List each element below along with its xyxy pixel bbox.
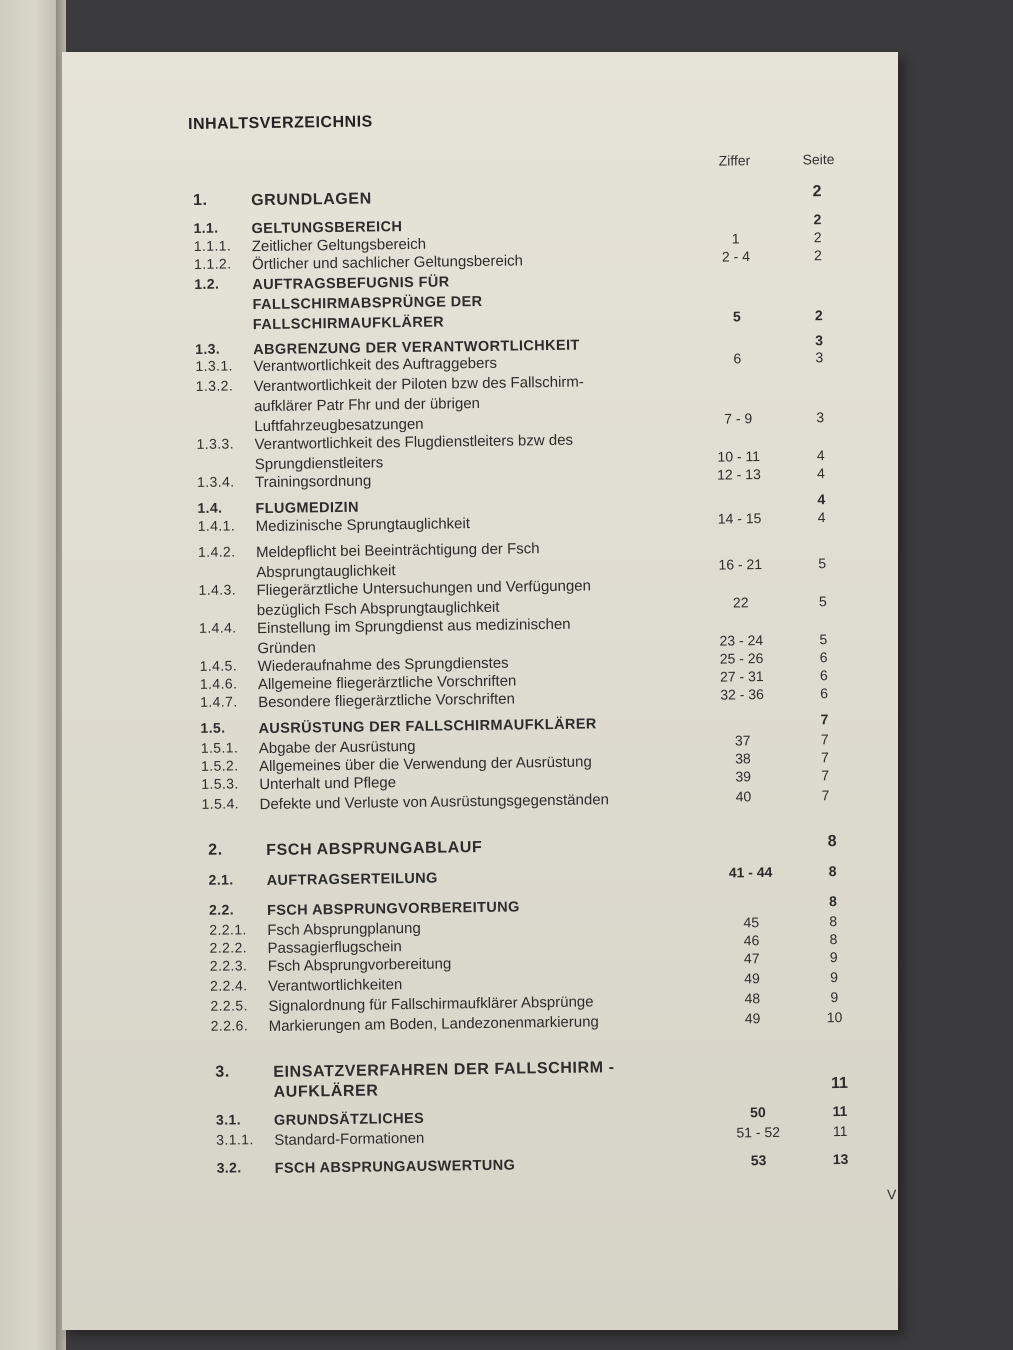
toc-ziffer: 46 <box>743 932 760 949</box>
toc-ziffer: 22 <box>732 594 749 611</box>
toc-title: Fliegerärztliche Untersuchungen und Verfügungen bezüglich Fsch Absprungtauglichkeit <box>256 577 592 620</box>
toc-title: Örtlicher und sachlicher Geltungsbereich <box>251 252 524 274</box>
toc-title: AUSRÜSTUNG DER FALLSCHIRMAUFKLÄRER <box>258 716 597 738</box>
toc-title: Meldepflicht bei Beeinträchtigung der Fsch Absprungtauglichkeit <box>255 540 540 582</box>
toc-title: Fsch Absprungplanung <box>267 919 421 939</box>
toc-page: 7 <box>820 749 829 766</box>
toc-title: Verantwortlichkeit des Flugdienstleiters bzw des Sprungdienstleiters <box>254 431 574 474</box>
toc-page: 7 <box>820 731 829 748</box>
toc-title: Allgemeine fliegerärztliche Vorschriften <box>257 672 517 694</box>
toc-ziffer: 32 - 36 <box>720 686 764 703</box>
toc-ziffer: 25 - 26 <box>719 650 764 667</box>
toc-section <box>79 1150 915 1182</box>
toc-page: 2 <box>813 229 822 246</box>
toc-page: 4 <box>817 509 826 526</box>
toc-page: 7 <box>820 711 829 728</box>
toc-ziffer: 12 - 13 <box>717 466 761 483</box>
toc-number: 1.3. <box>195 340 221 357</box>
toc-ziffer: 50 <box>749 1104 766 1121</box>
toc-chapter <box>55 182 891 214</box>
toc-page: 7 <box>821 787 830 804</box>
toc-number: 2.2.4. <box>209 977 248 994</box>
toc-ziffer <box>695 184 775 185</box>
toc-ziffer: 51 - 52 <box>736 1123 781 1141</box>
toc-ziffer <box>717 1076 797 1077</box>
toc-number: 1.5. <box>200 719 226 736</box>
toc-title: Unterhalt und Pflege <box>259 774 397 794</box>
toc-page: 4 <box>816 447 825 464</box>
toc-title: ABGRENZUNG DER VERANTWORTLICHKEIT <box>253 337 580 359</box>
toc-page: 5 <box>818 555 827 572</box>
toc-number: 1.5.3. <box>201 775 239 792</box>
toc-ziffer: 48 <box>744 990 761 1007</box>
toc-number: 2.2.1. <box>209 921 247 938</box>
toc-title: Fsch Absprungvorbereitung <box>267 955 452 975</box>
toc-page: 6 <box>819 667 828 684</box>
toc-page: 7 <box>821 767 830 784</box>
toc-title: AUFTRAGSERTEILUNG <box>266 870 438 889</box>
toc-ziffer: 23 - 24 <box>719 632 764 649</box>
toc-page: 4 <box>817 491 826 508</box>
toc-ziffer <box>711 894 791 895</box>
toc-page: 8 <box>829 931 838 948</box>
toc-title: FLUGMEDIZIN <box>255 499 360 518</box>
toc-number: 1.2. <box>194 275 220 292</box>
toc-section <box>71 862 907 894</box>
toc-ziffer: 5 <box>732 308 741 325</box>
toc-ziffer <box>697 333 777 334</box>
toc-title: Besondere fliegerärztliche Vorschriften <box>258 690 516 712</box>
toc-chapter <box>77 1054 913 1101</box>
toc-number: 1.4. <box>197 499 223 516</box>
toc-page: 6 <box>820 685 829 702</box>
toc-title: GRUNDLAGEN <box>251 190 372 210</box>
toc-page: 2 <box>813 247 822 264</box>
toc-page: 6 <box>819 649 828 666</box>
toc-ziffer: 38 <box>735 750 751 767</box>
toc-number: 1.4.3. <box>198 581 237 598</box>
toc-page: 3 <box>815 332 824 349</box>
toc-ziffer: 53 <box>750 1152 767 1169</box>
toc-ziffer: 37 <box>734 732 751 749</box>
toc-title: GRUNDSÄTZLICHES <box>273 1110 425 1129</box>
facing-page-edge <box>0 0 60 1350</box>
toc-page: 13 <box>832 1150 849 1168</box>
toc-ziffer: 2 - 4 <box>721 248 751 265</box>
toc-number: 1.4.2. <box>197 543 236 560</box>
toc-number: 1. <box>193 191 208 209</box>
toc-page: 8 <box>827 833 837 851</box>
toc-page: 11 <box>832 1102 848 1120</box>
toc-title: Verantwortlichkeit der Piloten bzw des Fallschirm- aufklärer Patr Fhr und der übrigen Luftfahrzeugbesatzungen <box>253 373 584 436</box>
toc-title: Medizinische Sprungtauglichkeit <box>255 515 471 536</box>
toc-title: Verantwortlichkeit des Auftraggebers <box>253 354 498 376</box>
toc-title: Zeitlicher Geltungsbereich <box>251 235 427 256</box>
toc-page: 11 <box>832 1122 848 1140</box>
toc-ziffer: 39 <box>735 768 752 785</box>
toc-title: GELTUNGSBEREICH <box>251 219 403 238</box>
toc-ziffer: 47 <box>743 950 760 967</box>
toc-number: 1.1.2. <box>193 255 232 272</box>
toc-page: 3 <box>816 409 825 426</box>
toc-number: 2.2.3. <box>209 957 248 974</box>
toc-number: 3.1.1. <box>216 1131 254 1148</box>
toc-number: 1.1. <box>193 219 219 236</box>
toc-number: 1.5.4. <box>201 795 240 812</box>
toc-page: 11 <box>830 1074 849 1093</box>
toc-ziffer: 7 - 9 <box>724 410 753 427</box>
column-header-ziffer: Ziffer <box>718 152 751 169</box>
toc-page: 9 <box>830 969 839 986</box>
toc-ziffer: 14 - 15 <box>717 510 762 527</box>
toc-number: 1.4.6. <box>199 675 238 692</box>
page-number: V <box>886 1186 897 1203</box>
toc-entry <box>60 534 896 582</box>
toc-title: FSCH ABSPRUNGABLAUF <box>266 838 483 859</box>
toc-number: 1.5.2. <box>200 757 239 774</box>
toc-page: 9 <box>830 989 839 1006</box>
page-content <box>53 46 907 1336</box>
toc-number: 1.5.1. <box>200 739 239 756</box>
toc-number: 3. <box>215 1063 230 1081</box>
toc-title: EINSATZVERFAHREN DER FALLSCHIRM - AUFKLÄRER <box>273 1059 615 1101</box>
toc-number: 2.2. <box>208 901 235 918</box>
toc-title: Markierungen am Boden, Landezonenmarkierung <box>268 1013 599 1035</box>
toc-ziffer: 41 - 44 <box>728 863 773 881</box>
toc-number: 2. <box>208 841 223 859</box>
toc-number: 2.2.5. <box>210 997 248 1014</box>
toc-chapter <box>70 832 906 864</box>
toc-title: Trainingsordnung <box>254 472 372 492</box>
toc-ziffer: 45 <box>743 914 760 931</box>
toc-number: 3.1. <box>215 1111 242 1128</box>
toc-page: 8 <box>829 913 838 930</box>
toc-number: 2.2.6. <box>210 1017 249 1034</box>
toc-page: 5 <box>818 593 827 610</box>
toc-number: 1.1.1. <box>193 237 232 254</box>
toc-ziffer: 10 - 11 <box>717 448 761 465</box>
toc-number: 1.3.4. <box>196 473 235 490</box>
toc-ziffer: 49 <box>744 970 760 987</box>
toc-title: Wiederaufnahme des Sprungdienstes <box>257 654 509 676</box>
toc-ziffer <box>702 712 782 713</box>
toc-number: 1.4.7. <box>200 693 238 710</box>
toc-number: 1.4.1. <box>197 517 236 534</box>
column-header-seite: Seite <box>802 150 835 168</box>
toc-ziffer: 16 - 21 <box>718 556 763 573</box>
toc-page: 5 <box>819 631 828 648</box>
toc-title: Einstellung im Sprungdienst aus medizinischen Gründen <box>256 615 571 658</box>
toc-page: 2 <box>812 183 822 201</box>
toc-ziffer: 49 <box>744 1010 761 1027</box>
toc-number: 2.1. <box>208 871 234 888</box>
toc-title: Abgabe der Ausrüstung <box>258 737 416 758</box>
toc-page: 2 <box>814 307 823 324</box>
toc-ziffer <box>695 212 775 213</box>
toc-ziffer: 6 <box>733 350 742 367</box>
toc-ziffer <box>699 492 779 493</box>
toc-title: Defekte und Verluste von Ausrüstungsgegenständen <box>259 791 610 814</box>
toc-number: 3.2. <box>216 1159 242 1176</box>
toc-ziffer: 27 - 31 <box>719 668 764 685</box>
document-page <box>62 52 898 1330</box>
toc-title: Standard-Formationen <box>274 1129 425 1149</box>
toc-number: 2.2.2. <box>209 939 248 956</box>
toc-ziffer: 40 <box>735 788 752 805</box>
toc-page: 2 <box>813 211 822 228</box>
toc-title: Verantwortlichkeiten <box>267 976 403 995</box>
toc-page: 4 <box>816 465 825 482</box>
toc-page: 8 <box>828 893 837 910</box>
toc-page: 10 <box>826 1008 843 1026</box>
toc-page: 3 <box>815 349 824 366</box>
toc-title: Passagierflugschein <box>267 938 402 957</box>
toc-title: Allgemeines über die Verwendung der Ausrüstung <box>258 753 592 776</box>
toc-ziffer: 1 <box>731 230 740 247</box>
page-title: INHALTSVERZEICHNIS <box>187 113 373 134</box>
toc-number: 1.4.5. <box>199 657 238 674</box>
toc-title: FSCH ABSPRUNGVORBEREITUNG <box>266 899 520 919</box>
toc-ziffer <box>710 834 790 835</box>
toc-title: AUFTRAGSBEFUGNIS FÜR FALLSCHIRMABSPRÜNGE DER FALLSCHIRMAUFKLÄRER <box>252 274 483 334</box>
toc-number: 1.3.3. <box>196 435 235 452</box>
toc-title: FSCH ABSPRUNGAUSWERTUNG <box>274 1157 516 1177</box>
toc-number: 1.3.2. <box>195 377 234 394</box>
toc-title: Signalordnung für Fallschirmaufklärer Absprünge <box>268 993 594 1015</box>
toc-page: 9 <box>829 949 838 966</box>
toc-number: 1.3.1. <box>195 357 233 374</box>
toc-number: 1.4.4. <box>198 619 237 636</box>
toc-page: 8 <box>828 863 837 880</box>
